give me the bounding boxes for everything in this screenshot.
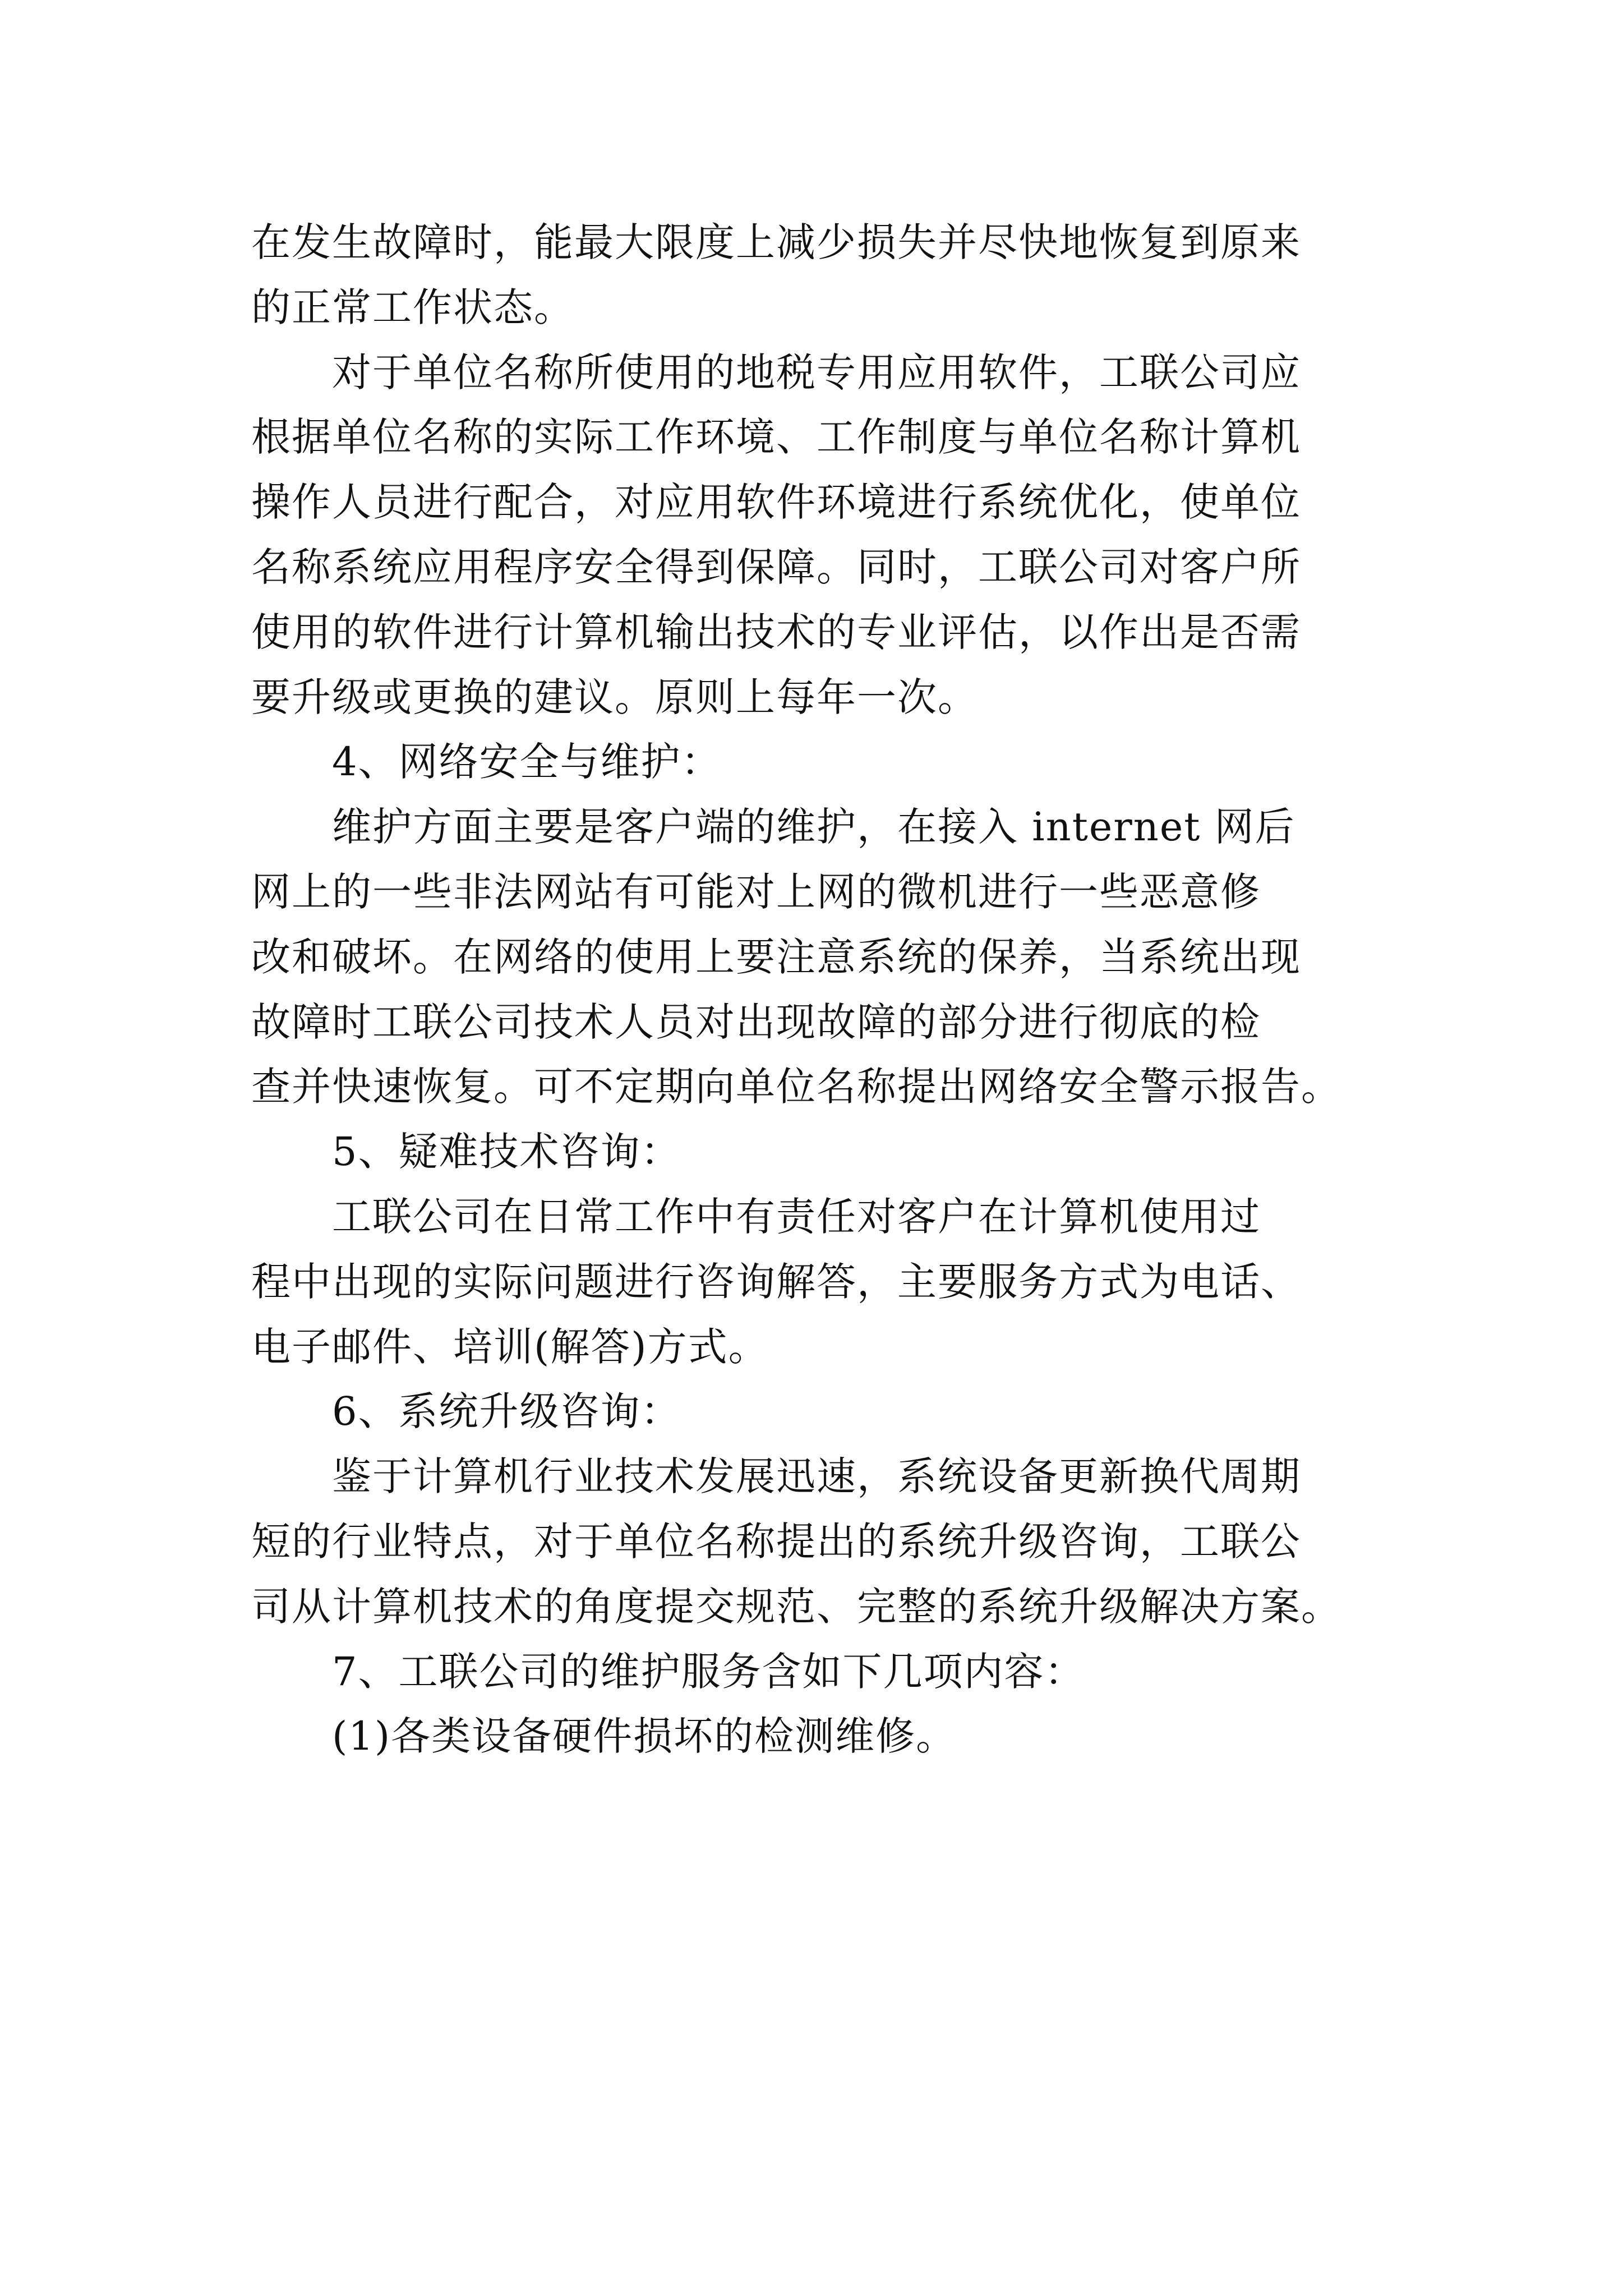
text-line: 短的行业特点，对于单位名称提出的系统升级咨询，工联公 [251, 1518, 1301, 1565]
paragraph-start-line: 鉴于计算机行业技术发展迅速，系统设备更新换代周期 [332, 1453, 1301, 1500]
text-line: 根据单位名称的实际工作环境、工作制度与单位名称计算机 [251, 414, 1301, 461]
paragraph-start-line: 对于单位名称所使用的地税专用应用软件，工联公司应 [332, 349, 1301, 395]
text-line: 电子邮件、培训(解答)方式。 [251, 1323, 769, 1370]
document-body [251, 210, 1401, 1769]
section-heading-upgrade-consulting: 6、系统升级咨询： [332, 1388, 681, 1435]
section-heading-maintenance-services: 7、工联公司的维护服务含如下几项内容： [332, 1648, 1085, 1695]
list-item: (1)各类设备硬件损坏的检测维修。 [332, 1713, 957, 1760]
paragraph-start-line: 工联公司在日常工作中有责任对客户在计算机使用过 [332, 1193, 1261, 1240]
text-line: 网上的一些非法网站有可能对上网的微机进行一些恶意修 [251, 868, 1261, 915]
section-heading-network-security: 4、网络安全与维护： [332, 739, 722, 785]
text-line: 的正常工作状态。 [251, 284, 574, 330]
text-line: 使用的软件进行计算机输出技术的专业评估，以作出是否需 [251, 609, 1301, 655]
text-line: 故障时工联公司技术人员对出现故障的部分进行彻底的检 [251, 999, 1261, 1045]
text-line: 司从计算机技术的角度提交规范、完整的系统升级解决方案。 [251, 1583, 1341, 1630]
text-line: 程中出现的实际问题进行咨询解答，主要服务方式为电话、 [251, 1258, 1301, 1305]
text-line: 名称系统应用程序安全得到保障。同时，工联公司对客户所 [251, 544, 1301, 590]
text-line: 查并快速恢复。可不定期向单位名称提出网络安全警示报告。 [251, 1064, 1341, 1110]
text-line: 要升级或更换的建议。原则上每年一次。 [251, 674, 978, 720]
text-line: 操作人员进行配合，对应用软件环境进行系统优化，使单位 [251, 479, 1301, 526]
section-heading-technical-consulting: 5、疑难技术咨询： [332, 1129, 681, 1175]
text-line: 改和破坏。在网络的使用上要注意系统的保养，当系统出现 [251, 933, 1301, 980]
text-line: 在发生故障时，能最大限度上减少损失并尽快地恢复到原来 [251, 219, 1301, 265]
paragraph-start-line: 维护方面主要是客户端的维护，在接入 internet 网后 [332, 804, 1295, 850]
